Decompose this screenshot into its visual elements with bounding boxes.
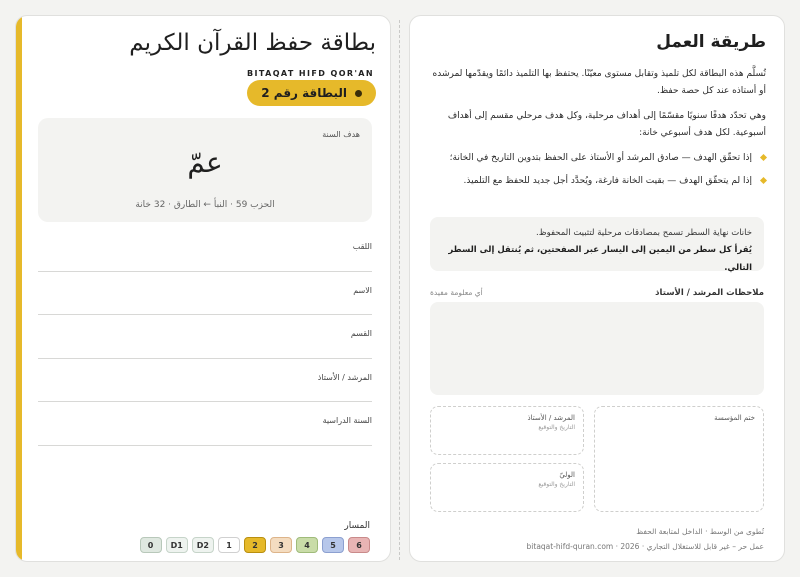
track-chips [140, 537, 370, 553]
track-chip-2[interactable]: 2 [244, 537, 266, 553]
field-surname[interactable] [38, 228, 372, 272]
front-card [15, 15, 391, 562]
instructions-card [409, 15, 785, 562]
stamp-box[interactable] [594, 406, 764, 512]
field-class[interactable] [38, 315, 372, 359]
field-label: الاسم [353, 285, 372, 295]
list-item: إذا لم يتحقّق الهدف — بقيت الخانة فارغة، ويُحدَّد أجل جديد للحفظ مع التلميذ. [428, 173, 766, 190]
accent-bar [16, 16, 22, 561]
goal-surah: عمّ [187, 146, 223, 179]
field-label: السنة الدراسية [322, 416, 372, 425]
dot-icon [355, 90, 362, 97]
track-chip-d1[interactable]: D1 [166, 537, 188, 553]
field-school-year[interactable] [38, 402, 372, 446]
track-chip-5[interactable]: 5 [322, 537, 344, 553]
track-chip-4[interactable]: 4 [296, 537, 318, 553]
card-subtitle: BITAQAT HIFD QOR'AN [247, 69, 374, 78]
instructions-list [428, 150, 766, 196]
track-chip-3[interactable]: 3 [270, 537, 292, 553]
track-label: المسار [344, 521, 370, 531]
student-fields [38, 228, 372, 446]
year-goal-box [38, 118, 372, 222]
card-title: بطاقة حفظ القرآن الكريم [129, 30, 376, 56]
instructions-paragraph-1: تُسلَّم هذه البطاقة لكل تلميذ وتقابل مستوى معيّنًا. يحتفظ بها التلميذ دائمًا ويقدّمها لمرشده أو أستاذه عند كل حصة حفظ. [432, 69, 766, 96]
notes-title: ملاحظات المرشد / الأستاذ [655, 288, 764, 298]
field-label: القسم [350, 329, 372, 338]
notes-header [430, 288, 764, 298]
goal-label: هدف السنة [322, 130, 360, 139]
footer-fold-note: تُطوى من الوسط · الداخل لمتابعة الحفظ [636, 527, 764, 536]
card-number-badge [247, 80, 376, 106]
field-name[interactable] [38, 272, 372, 316]
note-text-bold: يُقرأ كل سطر من اليمين إلى اليسار عبر الصفحتين، ثم يُنتقل إلى السطر التالي. [448, 245, 752, 273]
field-teacher[interactable] [38, 359, 372, 403]
instructions-title: طريقة العمل [656, 32, 766, 52]
guardian-signature-box[interactable] [430, 463, 584, 512]
note-text: خانات نهاية السطر تسمح بمصادقات مرحلية لتثبيت المحفوظ. [536, 228, 752, 238]
teacher-signature-box[interactable] [430, 406, 584, 455]
badge-label: البطاقة رقم 2 [261, 86, 347, 100]
notes-hint: أي معلومة مفيدة [430, 288, 483, 297]
footer-credits: bitaqat-hifd-quran.com · 2026 · عمل حر – غير قابل للاستغلال التجاري [526, 542, 764, 551]
signature-label: الوليّ [559, 471, 575, 479]
signature-sublabel: التاريخ والتوقيع [538, 481, 575, 488]
notes-area[interactable] [430, 302, 764, 395]
stamp-label: ختم المؤسسة [714, 414, 755, 422]
goal-range: الحزب 59 · النبأ ← الطارق · 32 خانة [135, 200, 275, 210]
list-item: إذا تحقّق الهدف — صادق المرشد أو الأستاذ على الحفظ بتدوين التاريخ في الخانة؛ [428, 150, 766, 167]
field-label: المرشد / الأستاذ [317, 372, 372, 382]
track-chip-6[interactable]: 6 [348, 537, 370, 553]
track-chip-d2[interactable]: D2 [192, 537, 214, 553]
track-chip-0[interactable]: 0 [140, 537, 162, 553]
track-chip-1[interactable]: 1 [218, 537, 240, 553]
signature-sublabel: التاريخ والتوقيع [538, 424, 575, 431]
signature-label: المرشد / الأستاذ [527, 414, 575, 422]
instructions-paragraph-2: وهي تحدّد هدفًا سنويًا مقسّمًا إلى أهداف مرحلية، وكل هدف مرحلي مقسم إلى أهداف أسبوعية. لكل هدف أسبوعي خانة: [447, 111, 766, 138]
field-label: اللقب [352, 242, 372, 251]
fold-line [399, 20, 400, 560]
info-note [430, 217, 764, 271]
